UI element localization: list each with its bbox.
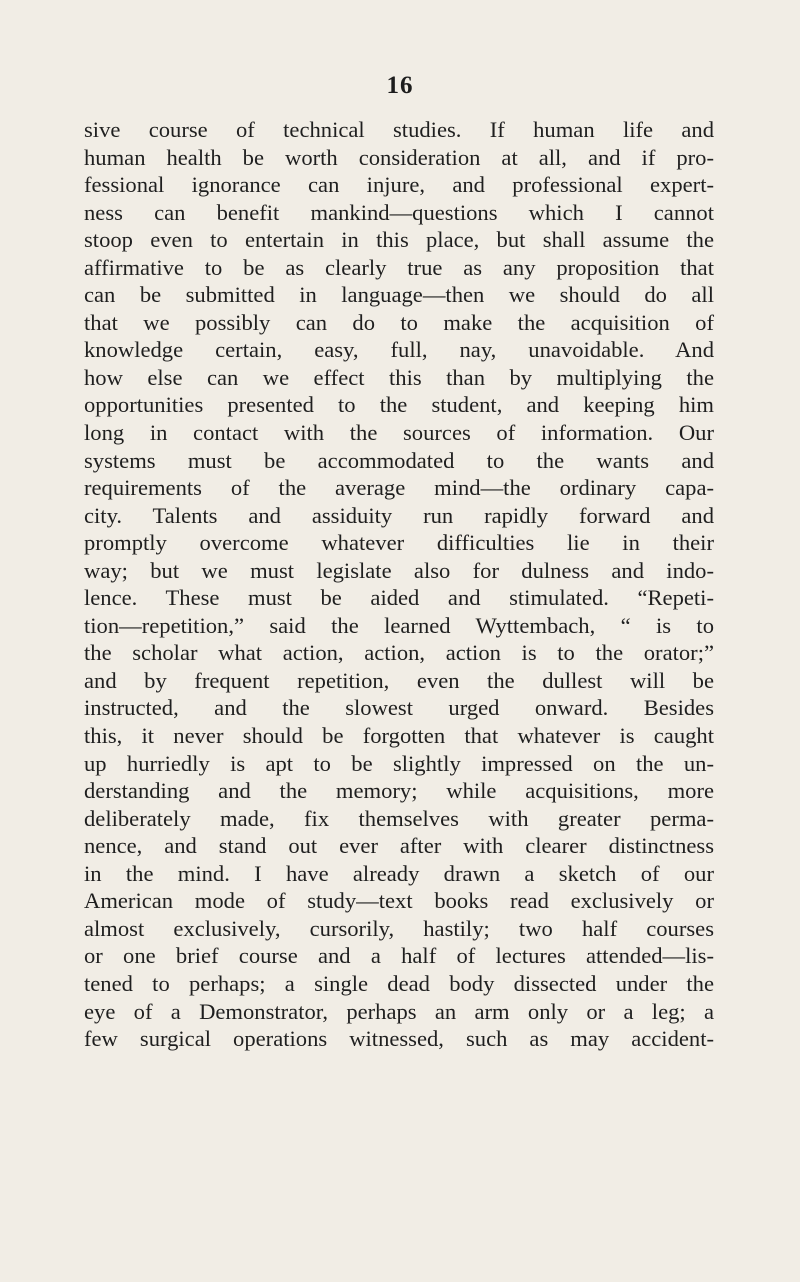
page-number: 16 xyxy=(386,72,414,99)
text-line: knowledge certain, easy, full, nay, unavoidable. And xyxy=(84,337,714,363)
text-line: up hurriedly is apt to be slightly impressed on the un- xyxy=(84,750,714,776)
body-text xyxy=(84,116,714,1053)
text-line: opportunities presented to the student, and keeping him xyxy=(84,392,714,418)
text-line: way; but we must legislate also for dulness and indo- xyxy=(84,557,714,583)
text-line: city. Talents and assiduity run rapidly forward and xyxy=(84,502,714,528)
text-line: few surgical operations witnessed, such as may accident- xyxy=(84,1026,714,1052)
text-line: ness can benefit mankind—questions which I cannot xyxy=(84,199,714,225)
text-line: sive course of technical studies. If human life and xyxy=(84,117,714,142)
text-line: and by frequent repetition, even the dullest will be xyxy=(84,667,714,693)
text-line: tened to perhaps; a single dead body dissected under the xyxy=(84,970,714,996)
text-line: American mode of study—text books read exclusively or xyxy=(84,888,714,914)
text-line: stoop even to entertain in this place, but shall assume the xyxy=(84,227,714,253)
text-line: human health be worth consideration at all, and if pro- xyxy=(84,144,714,170)
text-line: eye of a Demonstrator, perhaps an arm only or a leg; a xyxy=(84,998,714,1024)
text-line: systems must be accommodated to the wants and xyxy=(84,447,714,473)
text-line: long in contact with the sources of information. Our xyxy=(84,420,714,446)
text-line: can be submitted in language—then we should do all xyxy=(84,282,714,308)
text-line: the scholar what action, action, action is to the orator;” xyxy=(84,640,714,666)
text-line: tion—repetition,” said the learned Wyttembach, “ is to xyxy=(84,612,714,638)
text-line: this, it never should be forgotten that whatever is caught xyxy=(84,723,714,749)
text-line: deliberately made, fix themselves with greater perma- xyxy=(84,805,714,831)
text-line: in the mind. I have already drawn a sketch of our xyxy=(84,860,714,886)
text-line: how else can we effect this than by multiplying the xyxy=(84,364,714,390)
text-line: that we possibly can do to make the acquisition of xyxy=(84,309,714,335)
text-line: fessional ignorance can injure, and professional expert- xyxy=(84,172,714,198)
text-line: affirmative to be as clearly true as any proposition that xyxy=(84,254,714,280)
text-line: nence, and stand out ever after with clearer distinctness xyxy=(84,833,714,859)
text-line: or one brief course and a half of lectures attended—lis- xyxy=(84,943,714,969)
text-line: instructed, and the slowest urged onward. Besides xyxy=(84,695,714,721)
text-line: promptly overcome whatever difficulties lie in their xyxy=(84,530,714,556)
text-line: lence. These must be aided and stimulated. “Repeti- xyxy=(84,585,714,611)
text-line: requirements of the average mind—the ordinary capa- xyxy=(84,475,714,501)
text-line: derstanding and the memory; while acquisitions, more xyxy=(84,778,714,804)
text-line: almost exclusively, cursorily, hastily; two half courses xyxy=(84,915,714,941)
